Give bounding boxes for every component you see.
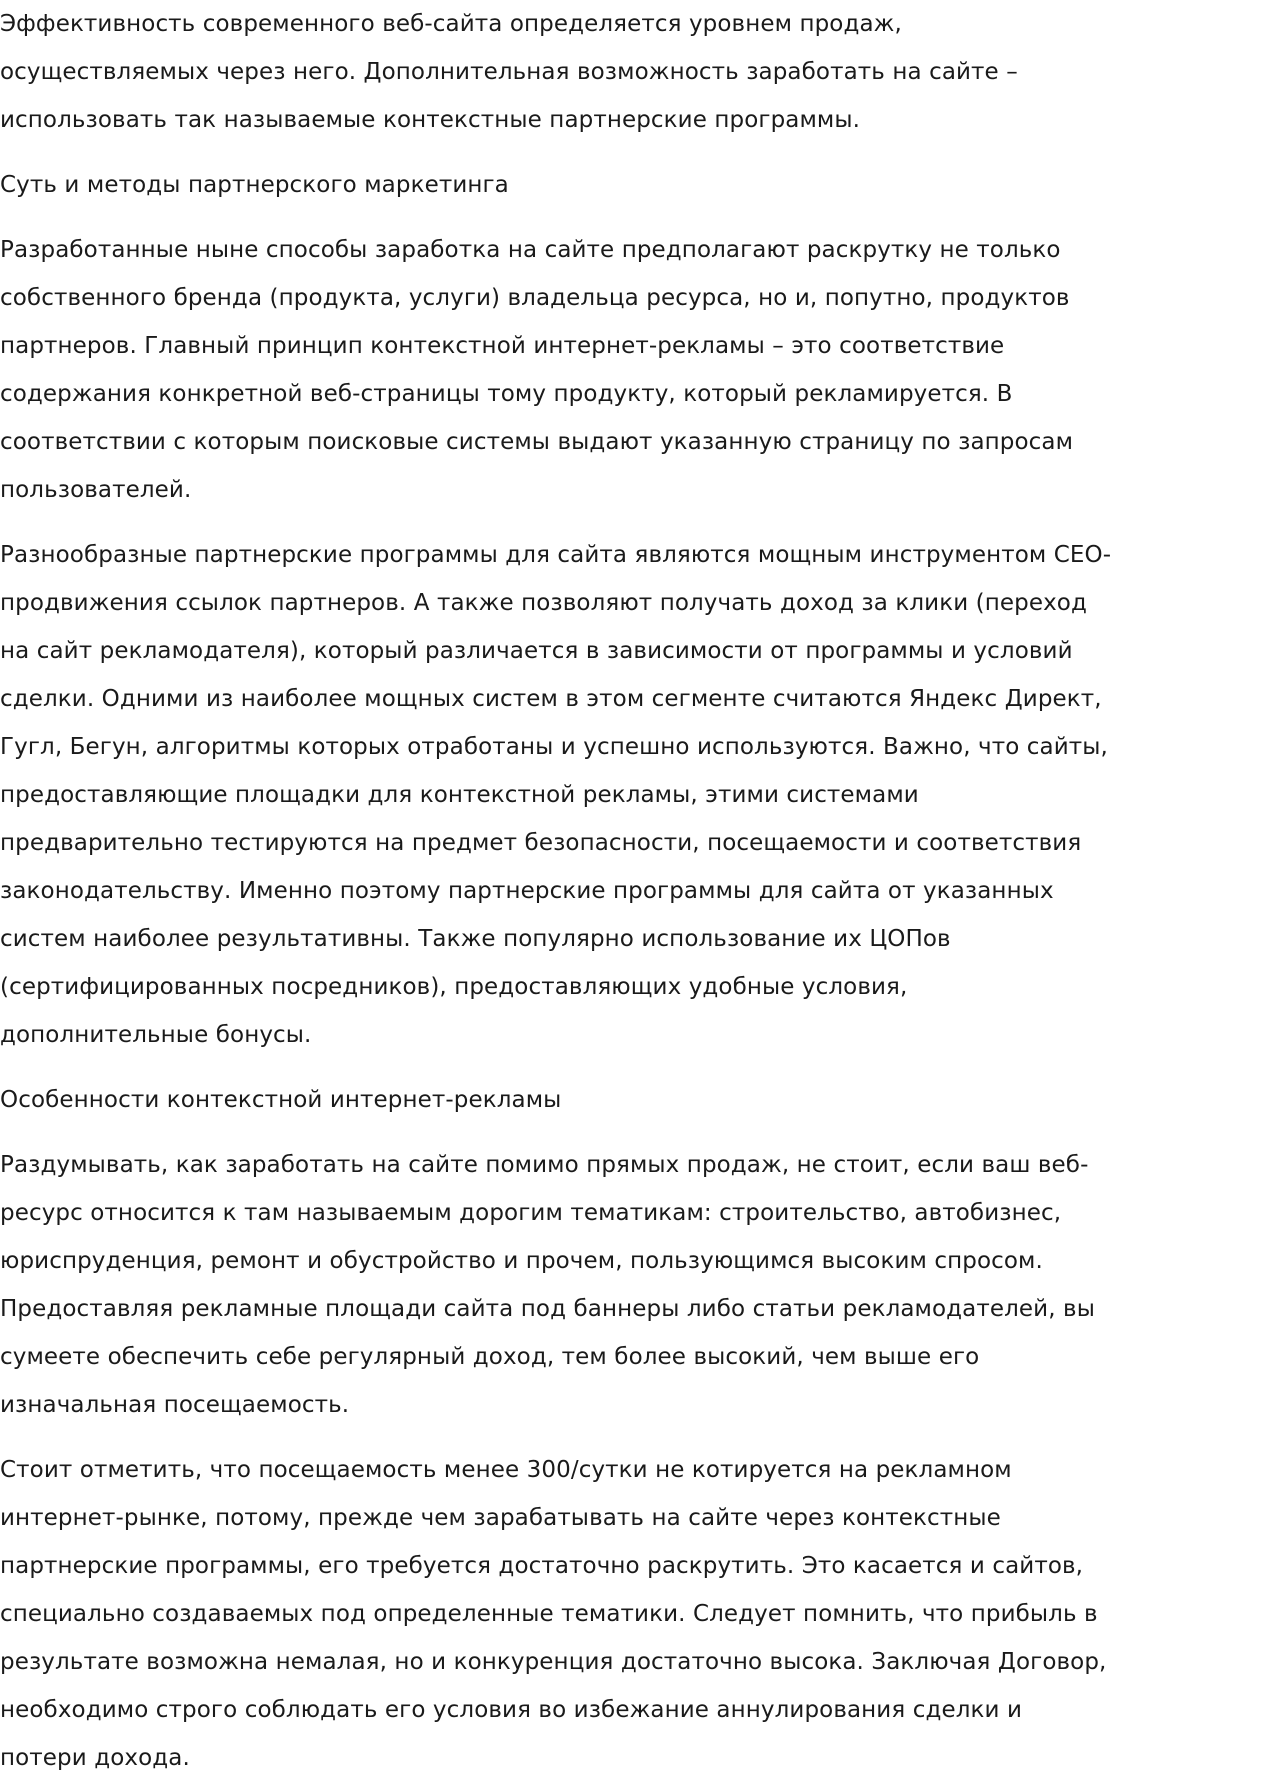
section-heading-context-ads: Особенности контекстной интернет-рекламы: [0, 1087, 562, 1113]
paragraph-earning-methods: Разработанные ныне способы заработка на сайте предполагают раскрутку не только собственного бренда (продукта, услуги) владельца ресурса, но и, попутно, продуктов партнеров. Главный принцип контекстной интернет-рекламы – это соответствие содержания конкретной веб-страницы тому продукту, который рекламируется. В соответствии с которым поисковые системы выдают указанную страницу по запросам пользователей.: [0, 237, 1074, 503]
paragraph-affiliate-programs: Разнообразные партнерские программы для сайта являются мощным инструментом СЕО-продвижения ссылок партнеров. А также позволяют получать доход за клики (переход на сайт рекламодателя), который различается в зависимости от программы и условий сделки. Одними из наиболее мощных систем в этом сегменте считаются Яндекс Директ, Гугл, Бегун, алгоритмы которых отработаны и успешно используются. Важно, что сайты, предоставляющие площадки для контекстной рекламы, этими системами предварительно тестируются на предмет безопасности, посещаемости и соответствия законодательству. Именно поэтому партнерские программы для сайта от указанных систем наиболее результативны. Также популярно использование их ЦОПов (сертифицированных посредников), предоставляющих удобные условия, дополнительные бонусы.: [0, 542, 1112, 1048]
paragraph-expensive-topics: Раздумывать, как заработать на сайте помимо прямых продаж, не стоит, если ваш веб-ресурс относится к там называемым дорогим тематикам: строительство, автобизнес, юриспруденция, ремонт и обустройство и прочем, пользующимся высоким спросом. Предоставляя рекламные площади сайта под баннеры либо статьи рекламодателей, вы сумеете обеспечить себе регулярный доход, тем более высокий, чем выше его изначальная посещаемость.: [0, 1152, 1095, 1418]
intro-paragraph: Эффективность современного веб-сайта определяется уровнем продаж, осуществляемых через него. Дополнительная возможность заработать на сайте – использовать так называемые контекстные партнерские программы.: [0, 11, 1018, 133]
paragraph-traffic-requirements: Стоит отметить, что посещаемость менее 300/сутки не котируется на рекламном интернет-рынке, потому, прежде чем зарабатывать на сайте через контекстные партнерские программы, его требуется достаточно раскрутить. Это касается и сайтов, специально создаваемых под определенные тематики. Следует помнить, что прибыль в результате возможна немалая, но и конкуренция достаточно высока. Заключая Договор, необходимо строго соблюдать его условия во избежание аннулирования сделки и потери дохода.: [0, 1457, 1107, 1771]
section-heading-affiliate-marketing: Суть и методы партнерского маркетинга: [0, 172, 509, 198]
